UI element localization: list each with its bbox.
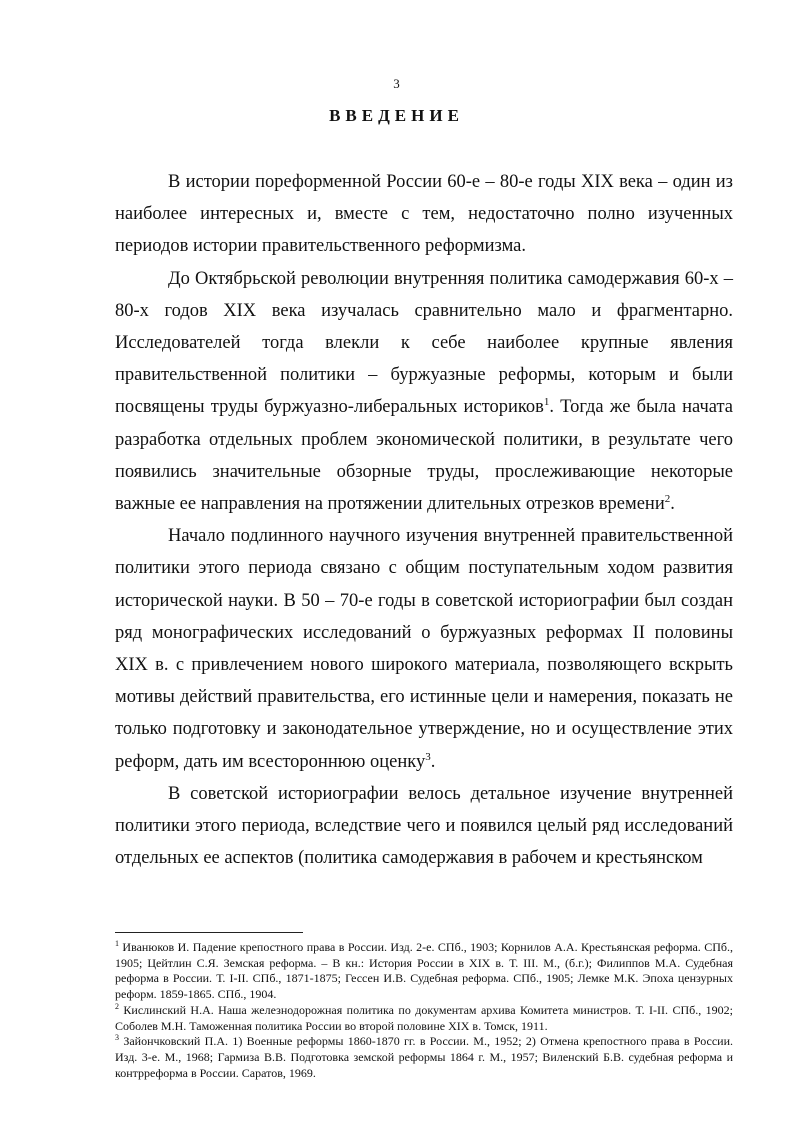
page-number: 3 — [393, 76, 400, 91]
footnote-text: Кислинский Н.А. Наша железнодорожная политика по документам архива Комитета министров. Т. I-II. СПб., 1902; Соболев М.Н. Таможенная политика России во второй половине XIX в. Томск, 1911. — [115, 1002, 733, 1033]
footnote-mark: 3 — [115, 1033, 119, 1043]
paragraph-2-text-cont: . Тогда же была начата разработка отдельных проблем экономической политики, в результате чего появились значительные обзорные труды, прослеживающие некоторые важные ее направления на протяжении длительных отрезков времени — [115, 397, 734, 515]
footnote-2 — [115, 1003, 733, 1034]
footnote-text: Зайончковский П.А. 1) Военные реформы 1860-1870 гг. в России. М., 1952; 2) Отмена крепостного права в России. Изд. 3-е. М., 1968; Гармиза В.В. Подготовка земской реформы 1864 г. М., 1957; Виленский Б.В. судебная реформа и контрреформа в России. Саратов, 1969. — [115, 1034, 733, 1080]
footnote-divider — [115, 932, 303, 933]
footnote-mark: 1 — [115, 939, 119, 948]
footnote-3 — [115, 1034, 733, 1081]
footnote-1 — [115, 940, 733, 1003]
paragraph-1: В истории пореформенной России 60-е – 80-е годы XIX века – один из наиболее интересных и, вместе с тем, недостаточно полно изученных периодов истории правительственного реформизма. — [115, 172, 733, 257]
paragraph-2-end: . — [670, 494, 675, 515]
paragraph-2-text: До Октябрьской революции внутренняя политика самодержавия 60-х – 80-х годов XIX века изучалась сравнительно мало и фрагментарно. Исследователей тогда влекли к себе наиболее крупные явления правительственной политики – буржуазные реформы, которым и были посвящены труды буржуазно-либеральных историков — [115, 268, 733, 418]
main-text — [115, 166, 733, 874]
footnote-mark: 2 — [115, 1001, 119, 1011]
footnote-text: Иванюков И. Падение крепостного права в России. Изд. 2-е. СПб., 1903; Корнилов А.А. Крестьянская реформа. СПб., 1905; Цейтлин С.Я. Земская реформа. – В кн.: История России в XIX в. Т. III. М., (б.г.); Филиппов М.А. Судебная реформа в России. Т. I-II. СПб., 1871-1875; Гессен И.В. Судебная реформа. СПб., 1905; Лемке М.К. Эпоха цензурных реформ. 1859-1865. СПб., 1904. — [115, 940, 733, 1002]
footnote-ref-3: 3 — [425, 750, 431, 763]
paragraph-4: В советской историографии велось детальное изучение внутренней политики этого периода, вследствие чего и появился целый ряд исследований отдельных ее аспектов (политика самодержавия в рабочем и крестьянском — [115, 783, 733, 869]
footnote-ref-2: 2 — [664, 493, 671, 506]
paragraph-3 — [115, 520, 733, 778]
paragraph-3-text: Начало подлинного научного изучения внутренней правительственной политики этого периода связано с общим поступательным ходом развития исторической науки. В 50 – 70-е годы в советской историографии был создан ряд монографических исследований о буржуазных реформах II половины XIX в. с привлечением нового широкого материала, позволяющего вскрыть мотивы действий правительства, его истинные цели и намерения, показать не только подготовку и законодательное утверждение, но и осуществление этих реформ, дать им всестороннюю оценку — [115, 526, 733, 772]
paragraph-3-end: . — [430, 751, 436, 772]
page-title: ВВЕДЕНИЕ — [329, 106, 464, 125]
paragraph-2 — [115, 263, 733, 521]
footnote-ref-1: 1 — [543, 396, 550, 409]
footnotes — [115, 940, 733, 1081]
